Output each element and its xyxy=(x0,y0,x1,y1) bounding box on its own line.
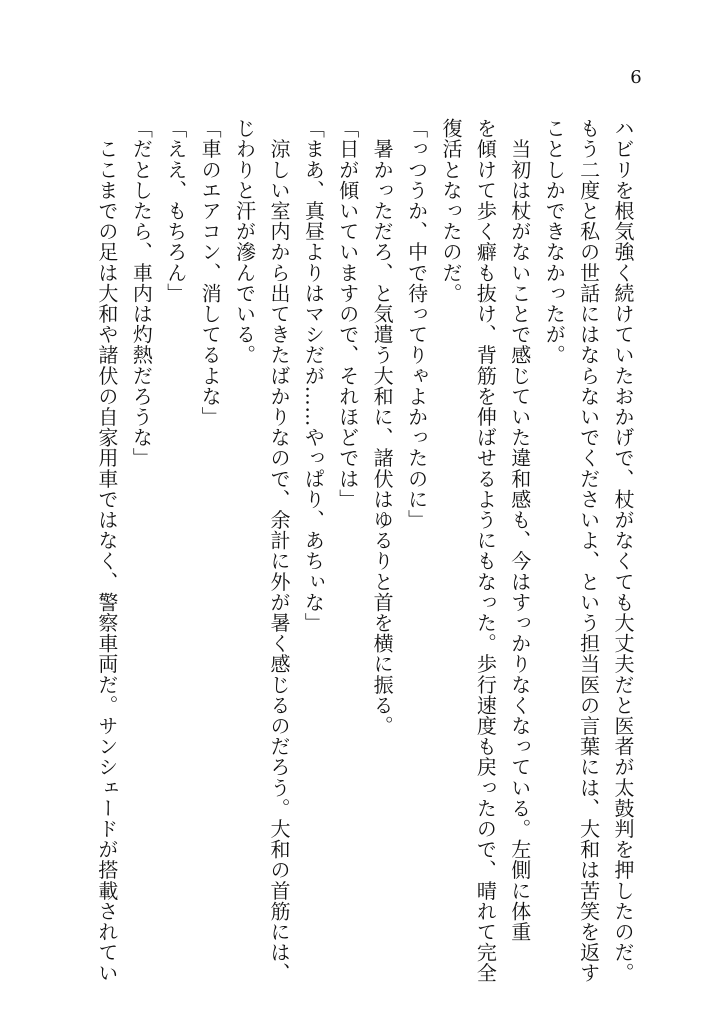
vertical-text-block xyxy=(90,118,641,984)
text-line: 「日が傾いていますので、それほどでは」 xyxy=(335,118,360,510)
text-line: 「ええ、もちろん」 xyxy=(163,118,188,304)
text-line: 当初は杖がないことで感じていた違和感も、今はすっかりなくなっている。左側に体重 xyxy=(507,118,532,942)
text-line: もう二度と私の世話にはならないでくださいよ、という担当医の言葉には、大和は苦笑を返す xyxy=(576,118,601,984)
text-line: を傾けて歩く癖も抜け、背筋を伸ばせるようにもなった。歩行速度も戻ったので、晴れて完全 xyxy=(473,118,498,984)
text-line: ことしかできなかったが。 xyxy=(542,118,567,366)
text-line: 「まあ、真昼よりはマシだが……やっぱり、あちぃな」 xyxy=(301,118,326,633)
text-line: 「車のエアコン、消してるよな」 xyxy=(198,118,223,427)
text-line: 暑かっただろ、と気遣う大和に、諸伏はゆるりと首を横に振る。 xyxy=(370,118,395,736)
text-line: じわりと汗が滲んでいる。 xyxy=(232,118,257,366)
text-line: 復活となったのだ。 xyxy=(438,118,463,304)
text-line: 「っつうか、中で待ってりゃよかったのに」 xyxy=(404,118,429,530)
text-line: 涼しい室内から出てきたばかりなので、余計に外が暑く感じるのだろう。大和の首筋には、 xyxy=(266,118,291,984)
text-line: 「だとしたら、車内は灼熱だろうな」 xyxy=(129,118,154,469)
text-line: ハビリを根気強く続けていたおかげで、杖がなくても大丈夫だと医者が太鼓判を押したのだ。 xyxy=(611,118,635,984)
page-number: 6 xyxy=(630,67,642,88)
text-line: ここまでの足は大和や諸伏の自家用車ではなく、警察車両だ。サンシェードが搭載されてい xyxy=(94,118,119,984)
